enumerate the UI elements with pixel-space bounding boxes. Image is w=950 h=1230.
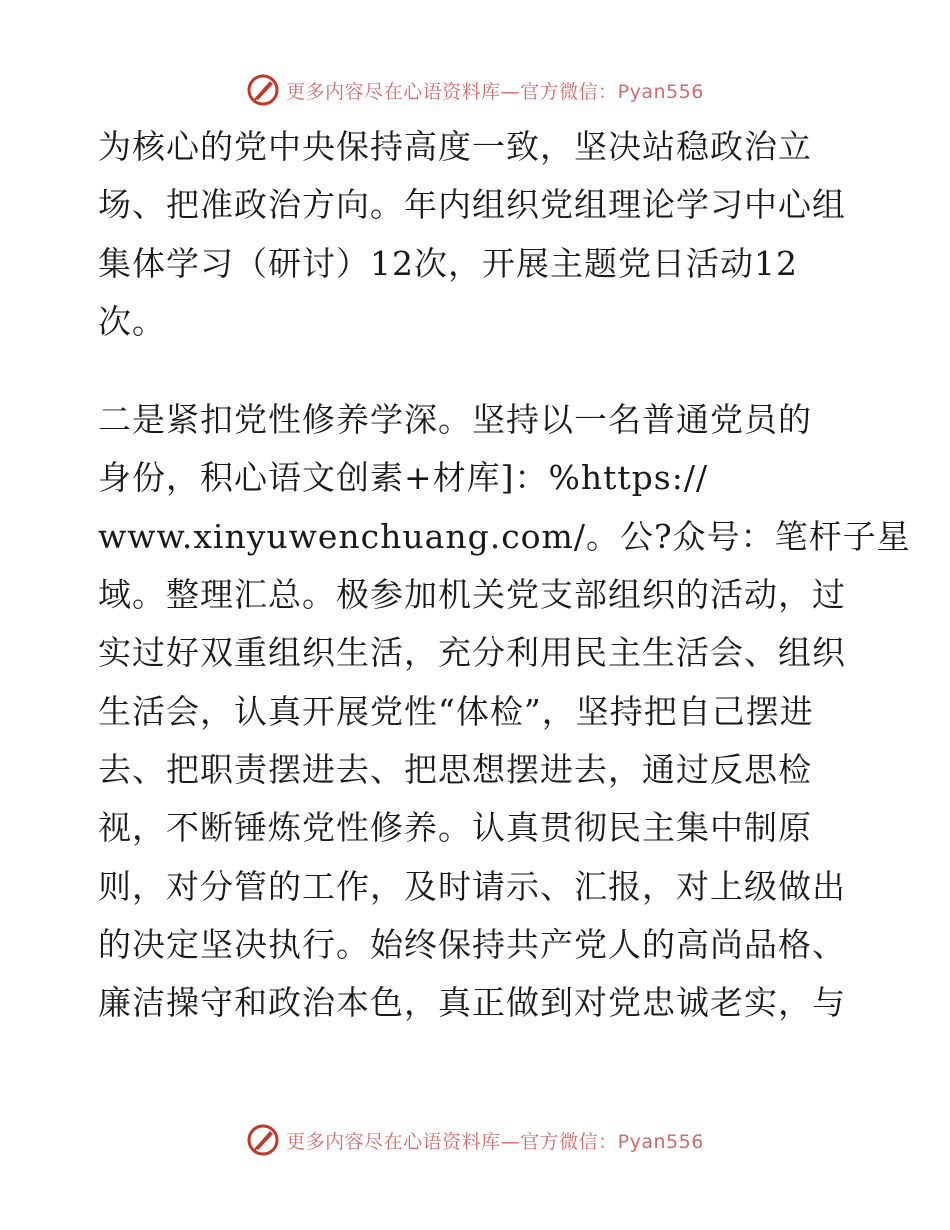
text-line: 视，不断锤炼党性修养。认真贯彻民主集中制原	[98, 808, 812, 848]
header-banner-text: 更多内容尽在心语资料库—官方微信：Pyan556	[286, 80, 704, 103]
text-line: 二是紧扣党性修养学深。坚持以一名普通党员的	[98, 400, 812, 440]
text-line: 廉洁操守和政治本色，真正做到对党忠诚老实，与	[98, 983, 846, 1023]
text-line: 身份，积心语文创素+材库]：%https://	[98, 458, 709, 498]
quill-pen-logo-icon	[246, 73, 280, 107]
text-line: 次。	[98, 301, 166, 341]
footer-banner-text: 更多内容尽在心语资料库—官方微信：Pyan556	[286, 1130, 704, 1153]
paragraph-gap	[98, 351, 858, 391]
header-banner	[0, 70, 950, 110]
text-line: 域。整理汇总。极参加机关党支部组织的活动，过	[98, 575, 846, 615]
text-line: 实过好双重组织生活，充分利用民主生活会、组织	[98, 633, 846, 673]
footer-banner	[0, 1120, 950, 1160]
paragraph-1	[98, 118, 858, 351]
text-line: 场、把准政治方向。年内组织党组理论学习中心组	[98, 185, 846, 225]
paragraph-2	[98, 391, 911, 1032]
text-line: 集体学习（研讨）12次，开展主题党日活动12	[98, 243, 798, 283]
text-line: 的决定坚决执行。始终保持共产党人的高尚品格、	[98, 924, 846, 964]
document-body	[98, 118, 911, 1032]
text-line: 生活会，认真开展党性“体检”，坚持把自己摆进	[98, 691, 814, 731]
text-line: 为核心的党中央保持高度一致，坚决站稳政治立	[98, 127, 812, 166]
text-line: 则，对分管的工作，及时请示、汇报，对上级做出	[98, 866, 846, 906]
text-line: 去、把职责摆进去、把思想摆进去，通过反思检	[98, 749, 812, 789]
quill-pen-logo-icon	[246, 1123, 280, 1157]
text-line: www.xinyuwenchuang.com/。公?众号：笔杆子星	[98, 516, 911, 556]
